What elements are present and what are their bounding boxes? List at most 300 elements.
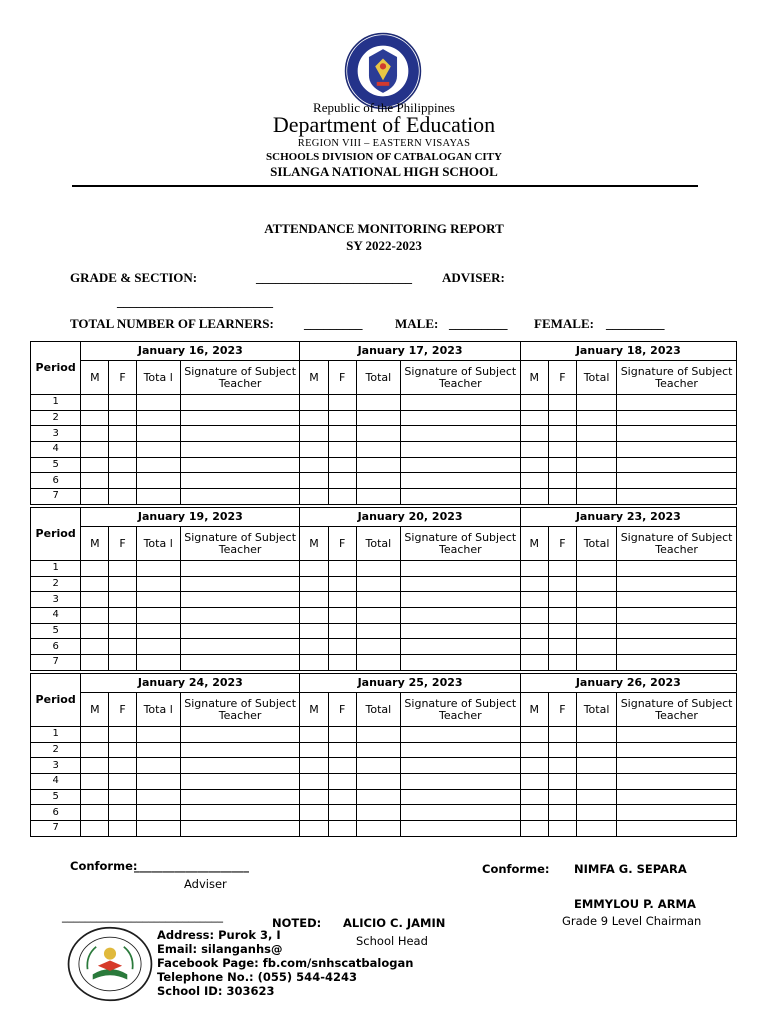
period-row [31,727,737,743]
header-divider [72,185,698,187]
attendance-cell[interactable] [180,576,300,592]
attendance-cell[interactable] [548,655,576,671]
attendance-cell[interactable] [300,623,328,639]
attendance-cell[interactable] [136,608,180,624]
school-name: SILANGA NATIONAL HIGH SCHOOL [270,164,498,179]
attendance-cell[interactable] [520,655,548,671]
attendance-cell[interactable] [328,473,356,489]
attendance-cell[interactable] [356,592,400,608]
attendance-cell[interactable] [520,805,548,821]
attendance-cell[interactable] [548,758,576,774]
adviser-signature-field[interactable]: ____________________ [134,859,249,873]
attendance-cell[interactable] [576,457,616,473]
attendance-cell[interactable] [328,655,356,671]
attendance-cell[interactable] [548,639,576,655]
attendance-cell[interactable] [548,473,576,489]
attendance-cell[interactable] [400,774,520,790]
attendance-cell[interactable] [81,473,109,489]
attendance-cell[interactable] [617,758,737,774]
period-row [31,395,737,411]
attendance-cell[interactable] [180,426,300,442]
attendance-cell[interactable] [576,727,616,743]
attendance-cell[interactable] [180,457,300,473]
attendance-cell[interactable] [81,410,109,426]
period-row [31,774,737,790]
attendance-cell[interactable] [400,727,520,743]
attendance-cell[interactable] [328,805,356,821]
attendance-cell[interactable] [328,623,356,639]
col-f: F [109,527,136,561]
col-m: M [81,693,109,727]
attendance-cell[interactable] [576,410,616,426]
period-number: 6 [31,805,81,821]
period-row [31,639,737,655]
attendance-cell[interactable] [548,442,576,458]
attendance-cell[interactable] [109,576,136,592]
attendance-cell[interactable] [520,426,548,442]
attendance-cell[interactable] [617,774,737,790]
attendance-cell[interactable] [617,442,737,458]
attendance-cell[interactable] [180,789,300,805]
attendance-cell[interactable] [400,576,520,592]
attendance-cell[interactable] [81,727,109,743]
republic-text: Republic of the Philippines [313,100,455,115]
attendance-cell[interactable] [328,742,356,758]
attendance-cell[interactable] [180,727,300,743]
attendance-cell[interactable] [576,426,616,442]
attendance-cell[interactable] [180,442,300,458]
attendance-cell[interactable] [180,592,300,608]
attendance-cell[interactable] [617,576,737,592]
attendance-cell[interactable] [548,489,576,505]
attendance-cell[interactable] [109,742,136,758]
attendance-cell[interactable] [81,789,109,805]
attendance-cell[interactable] [356,639,400,655]
attendance-cell[interactable] [136,789,180,805]
attendance-cell[interactable] [136,395,180,411]
attendance-cell[interactable] [109,805,136,821]
attendance-cell[interactable] [356,805,400,821]
period-row [31,592,737,608]
attendance-cell[interactable] [81,489,109,505]
attendance-cell[interactable] [300,576,328,592]
date-header: January 26, 2023 [520,674,736,693]
male-field[interactable]: _________ [449,316,508,331]
attendance-cell[interactable] [109,442,136,458]
attendance-cell[interactable] [617,561,737,577]
attendance-cell[interactable] [548,561,576,577]
attendance-cell[interactable] [328,410,356,426]
attendance-cell[interactable] [109,489,136,505]
attendance-cell[interactable] [300,410,328,426]
attendance-cell[interactable] [356,395,400,411]
attendance-cell[interactable] [520,442,548,458]
conforme-right-label: Conforme: [482,862,550,876]
period-row [31,576,737,592]
attendance-cell[interactable] [300,442,328,458]
attendance-cell[interactable] [180,821,300,837]
attendance-cell[interactable] [81,561,109,577]
attendance-cell[interactable] [180,623,300,639]
attendance-cell[interactable] [180,410,300,426]
attendance-cell[interactable] [400,758,520,774]
attendance-cell[interactable] [328,561,356,577]
period-header: Period [31,674,81,727]
attendance-cell[interactable] [81,805,109,821]
attendance-cell[interactable] [548,623,576,639]
attendance-cell[interactable] [548,457,576,473]
attendance-cell[interactable] [81,758,109,774]
attendance-cell[interactable] [109,655,136,671]
attendance-cell[interactable] [109,623,136,639]
attendance-cell[interactable] [180,655,300,671]
attendance-cell[interactable] [109,592,136,608]
attendance-cell[interactable] [576,623,616,639]
attendance-cell[interactable] [328,576,356,592]
attendance-cell[interactable] [81,821,109,837]
attendance-cell[interactable] [617,639,737,655]
attendance-cell[interactable] [548,410,576,426]
attendance-cell[interactable] [576,608,616,624]
attendance-cell[interactable] [136,805,180,821]
attendance-cell[interactable] [81,742,109,758]
attendance-cell[interactable] [300,821,328,837]
attendance-table-block-2 [30,507,737,671]
attendance-cell[interactable] [109,639,136,655]
attendance-cell[interactable] [400,457,520,473]
attendance-cell[interactable] [180,758,300,774]
date-header: January 25, 2023 [300,674,520,693]
attendance-cell[interactable] [300,489,328,505]
attendance-cell[interactable] [400,805,520,821]
col-f: F [548,361,576,395]
attendance-cell[interactable] [576,489,616,505]
attendance-cell[interactable] [576,473,616,489]
attendance-cell[interactable] [328,395,356,411]
attendance-cell[interactable] [180,561,300,577]
attendance-cell[interactable] [81,639,109,655]
col-signature: Signature of Subject Teacher [400,361,520,395]
attendance-cell[interactable] [520,395,548,411]
attendance-cell[interactable] [81,442,109,458]
attendance-cell[interactable] [81,774,109,790]
attendance-cell[interactable] [617,426,737,442]
attendance-cell[interactable] [180,473,300,489]
attendance-cell[interactable] [328,758,356,774]
noted-signature-line[interactable]: ____________________________ [62,909,223,923]
period-number: 4 [31,774,81,790]
period-number: 7 [31,489,81,505]
attendance-cell[interactable] [617,592,737,608]
attendance-cell[interactable] [300,655,328,671]
period-number: 4 [31,608,81,624]
attendance-cell[interactable] [109,789,136,805]
attendance-cell[interactable] [400,592,520,608]
attendance-cell[interactable] [328,727,356,743]
attendance-cell[interactable] [328,489,356,505]
attendance-cell[interactable] [356,473,400,489]
attendance-cell[interactable] [109,473,136,489]
attendance-cell[interactable] [300,426,328,442]
attendance-cell[interactable] [617,805,737,821]
attendance-cell[interactable] [136,758,180,774]
attendance-cell[interactable] [617,395,737,411]
period-number: 2 [31,576,81,592]
attendance-cell[interactable] [520,727,548,743]
attendance-cell[interactable] [109,561,136,577]
attendance-cell[interactable] [520,774,548,790]
attendance-cell[interactable] [109,758,136,774]
attendance-cell[interactable] [81,608,109,624]
attendance-cell[interactable] [300,805,328,821]
attendance-cell[interactable] [617,489,737,505]
attendance-cell[interactable] [520,623,548,639]
attendance-cell[interactable] [356,774,400,790]
attendance-cell[interactable] [576,561,616,577]
col-f: F [328,527,356,561]
attendance-cell[interactable] [356,623,400,639]
attendance-cell[interactable] [328,608,356,624]
attendance-cell[interactable] [180,395,300,411]
attendance-cell[interactable] [136,821,180,837]
col-total: Tota l [136,361,180,395]
attendance-cell[interactable] [576,805,616,821]
attendance-cell[interactable] [136,742,180,758]
attendance-cell[interactable] [180,489,300,505]
female-label: FEMALE: [534,316,594,331]
attendance-cell[interactable] [136,410,180,426]
attendance-cell[interactable] [576,639,616,655]
attendance-cell[interactable] [81,592,109,608]
attendance-cell[interactable] [109,774,136,790]
attendance-cell[interactable] [81,395,109,411]
attendance-cell[interactable] [300,774,328,790]
attendance-cell[interactable] [109,608,136,624]
attendance-cell[interactable] [356,727,400,743]
attendance-cell[interactable] [576,789,616,805]
attendance-cell[interactable] [548,774,576,790]
attendance-cell[interactable] [136,623,180,639]
attendance-cell[interactable] [576,758,616,774]
attendance-cell[interactable] [548,742,576,758]
attendance-cell[interactable] [300,395,328,411]
attendance-cell[interactable] [520,410,548,426]
attendance-cell[interactable] [400,821,520,837]
attendance-cell[interactable] [548,727,576,743]
attendance-cell[interactable] [617,457,737,473]
attendance-cell[interactable] [81,457,109,473]
attendance-cell[interactable] [520,639,548,655]
attendance-cell[interactable] [136,727,180,743]
attendance-cell[interactable] [520,561,548,577]
attendance-cell[interactable] [400,395,520,411]
attendance-cell[interactable] [520,576,548,592]
attendance-cell[interactable] [400,489,520,505]
attendance-cell[interactable] [109,395,136,411]
attendance-cell[interactable] [136,576,180,592]
attendance-cell[interactable] [109,410,136,426]
attendance-cell[interactable] [548,592,576,608]
attendance-cell[interactable] [576,592,616,608]
attendance-cell[interactable] [300,789,328,805]
col-signature: Signature of Subject Teacher [617,361,737,395]
attendance-cell[interactable] [109,727,136,743]
attendance-cell[interactable] [356,576,400,592]
attendance-cell[interactable] [356,442,400,458]
attendance-cell[interactable] [400,561,520,577]
col-f: F [109,693,136,727]
attendance-cell[interactable] [81,623,109,639]
attendance-cell[interactable] [400,473,520,489]
attendance-cell[interactable] [136,426,180,442]
attendance-cell[interactable] [180,639,300,655]
attendance-cell[interactable] [109,821,136,837]
grade-section-field[interactable]: ________________________ [256,270,412,285]
attendance-cell[interactable] [356,426,400,442]
col-m: M [300,361,328,395]
attendance-cell[interactable] [548,789,576,805]
attendance-cell[interactable] [548,576,576,592]
attendance-cell[interactable] [180,608,300,624]
attendance-cell[interactable] [400,623,520,639]
attendance-cell[interactable] [81,426,109,442]
attendance-cell[interactable] [400,442,520,458]
attendance-cell[interactable] [136,592,180,608]
adviser-field[interactable]: ________________________ [117,294,273,309]
attendance-cell[interactable] [300,473,328,489]
attendance-cell[interactable] [328,774,356,790]
attendance-cell[interactable] [548,608,576,624]
attendance-cell[interactable] [520,489,548,505]
attendance-cell[interactable] [300,592,328,608]
period-header: Period [31,508,81,561]
attendance-cell[interactable] [400,789,520,805]
attendance-cell[interactable] [180,742,300,758]
attendance-cell[interactable] [356,410,400,426]
period-header: Period [31,342,81,395]
attendance-cell[interactable] [576,395,616,411]
total-learners-field[interactable]: _________ [304,316,363,331]
attendance-cell[interactable] [520,821,548,837]
attendance-cell[interactable] [300,561,328,577]
attendance-cell[interactable] [136,655,180,671]
attendance-cell[interactable] [328,426,356,442]
attendance-cell[interactable] [356,489,400,505]
attendance-cell[interactable] [520,592,548,608]
attendance-cell[interactable] [576,821,616,837]
attendance-cell[interactable] [617,623,737,639]
attendance-cell[interactable] [400,410,520,426]
attendance-cell[interactable] [400,742,520,758]
attendance-cell[interactable] [300,727,328,743]
division-text: SCHOOLS DIVISION OF CATBALOGAN CITY [266,151,502,163]
attendance-cell[interactable] [300,457,328,473]
attendance-cell[interactable] [548,426,576,442]
female-field[interactable]: _________ [606,316,665,331]
attendance-cell[interactable] [520,742,548,758]
attendance-cell[interactable] [180,805,300,821]
attendance-cell[interactable] [356,561,400,577]
attendance-cell[interactable] [356,457,400,473]
attendance-cell[interactable] [520,608,548,624]
attendance-cell[interactable] [576,442,616,458]
attendance-cell[interactable] [136,561,180,577]
attendance-cell[interactable] [356,742,400,758]
attendance-cell[interactable] [520,473,548,489]
attendance-cell[interactable] [356,758,400,774]
attendance-cell[interactable] [328,442,356,458]
attendance-cell[interactable] [617,742,737,758]
attendance-cell[interactable] [617,727,737,743]
period-row [31,821,737,837]
attendance-cell[interactable] [300,608,328,624]
attendance-cell[interactable] [576,655,616,671]
attendance-cell[interactable] [617,789,737,805]
attendance-cell[interactable] [136,774,180,790]
attendance-cell[interactable] [300,742,328,758]
attendance-cell[interactable] [136,473,180,489]
period-number: 1 [31,561,81,577]
attendance-cell[interactable] [576,742,616,758]
noted-label: NOTED: [272,916,322,930]
attendance-cell[interactable] [109,457,136,473]
attendance-cell[interactable] [576,576,616,592]
attendance-cell[interactable] [328,592,356,608]
attendance-cell[interactable] [300,639,328,655]
attendance-cell[interactable] [520,789,548,805]
attendance-cell[interactable] [328,789,356,805]
col-total: Total [576,527,616,561]
attendance-cell[interactable] [548,821,576,837]
period-row [31,758,737,774]
attendance-cell[interactable] [617,821,737,837]
attendance-cell[interactable] [300,758,328,774]
attendance-cell[interactable] [328,639,356,655]
attendance-cell[interactable] [617,473,737,489]
attendance-cell[interactable] [136,457,180,473]
attendance-cell[interactable] [81,655,109,671]
attendance-cell[interactable] [400,608,520,624]
attendance-cell[interactable] [548,805,576,821]
date-header: January 24, 2023 [81,674,300,693]
attendance-cell[interactable] [356,821,400,837]
attendance-cell[interactable] [109,426,136,442]
attendance-cell[interactable] [180,774,300,790]
attendance-cell[interactable] [548,395,576,411]
attendance-cell[interactable] [136,489,180,505]
attendance-cell[interactable] [400,655,520,671]
attendance-cell[interactable] [617,655,737,671]
attendance-cell[interactable] [356,789,400,805]
attendance-cell[interactable] [576,774,616,790]
attendance-cell[interactable] [617,410,737,426]
col-signature: Signature of Subject Teacher [400,527,520,561]
attendance-cell[interactable] [328,457,356,473]
attendance-cell[interactable] [617,608,737,624]
attendance-table-block-3 [30,673,737,837]
attendance-cell[interactable] [81,576,109,592]
attendance-cell[interactable] [400,639,520,655]
attendance-cell[interactable] [328,821,356,837]
region-text: REGION VIII – EASTERN VISAYAS [297,138,471,149]
attendance-cell[interactable] [136,442,180,458]
attendance-cell[interactable] [400,426,520,442]
attendance-cell[interactable] [356,608,400,624]
attendance-cell[interactable] [136,639,180,655]
attendance-cell[interactable] [520,457,548,473]
attendance-cell[interactable] [520,758,548,774]
attendance-cell[interactable] [356,655,400,671]
